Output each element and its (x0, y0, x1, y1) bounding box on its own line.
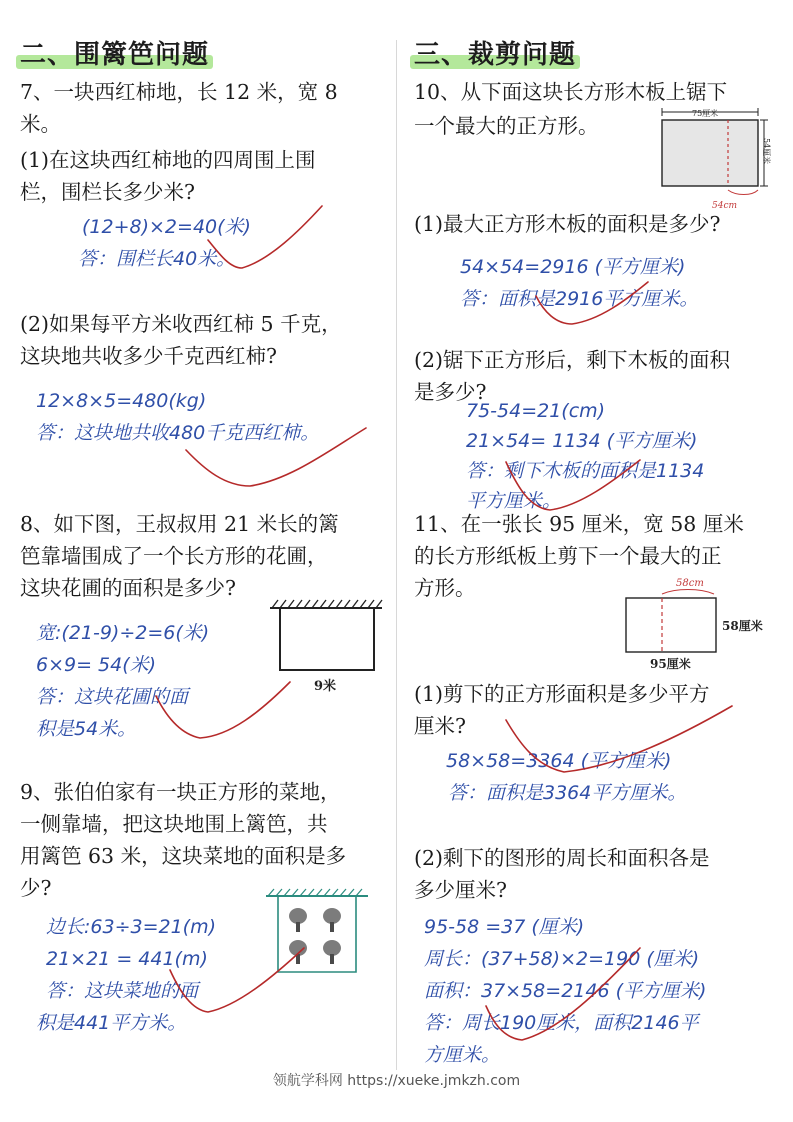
q9-text-line1: 9、张伯伯家有一块正方形的菜地， (20, 780, 341, 804)
q10-figure-hand-label: 54cm (712, 201, 738, 211)
q9-text-line4: 少? (20, 876, 52, 900)
q7-part1-line2: 栏，围栏长多少米? (20, 180, 195, 204)
q10-part1-answer-calc: 54×54=2916 (平方厘米) (460, 256, 686, 278)
check-mark (500, 700, 740, 790)
q10-wood-board-figure (656, 104, 776, 214)
check-mark (180, 420, 380, 500)
q11-text-line2: 的长方形纸板上剪下一个最大的正 (414, 544, 722, 568)
q9-answer-line1: 答：这块菜地的面 (46, 980, 199, 1002)
q7-part1-answer-calc: (12+8)×2=40(米) (82, 216, 251, 238)
page-footer: 领航学科网 https://xueke.jmkzh.com (272, 1073, 521, 1089)
q11-part1-answer-calc: 58×58=3364 (平方厘米) (446, 750, 672, 772)
q10-figure-side-label: 54厘米 (762, 138, 771, 165)
q8-text-line2: 笆靠墙围成了一个长方形的花圃， (20, 544, 328, 568)
column-divider (396, 40, 397, 1070)
check-mark (200, 200, 330, 280)
q11-text-line1: 11、在一张长 95 厘米，宽 58 厘米 (414, 512, 744, 536)
q9-text-line2: 一侧靠墙，把这块地围上篱笆，共 (20, 812, 328, 836)
section-title-fence: 二、围篱笆问题 (20, 34, 209, 71)
q11-part1-line2: 厘米? (414, 714, 466, 738)
q8-answer-line1: 答：这块花圃的面 (36, 686, 189, 708)
q7-part1-answer: 答：围栏长40米。 (78, 248, 236, 270)
q8-answer-area: 6×9= 54(米) (36, 654, 157, 676)
q10-text-line2: 一个最大的正方形。 (414, 114, 599, 138)
q7-part2-answer-calc: 12×8×5=480(kg) (36, 390, 207, 412)
q10-part1-question: (1)最大正方形木板的面积是多少? (414, 212, 721, 236)
q11-figure-side-label: 58厘米 (722, 619, 763, 633)
q11-part2-answer-line1: 答：周长190厘米，面积2146平 (424, 1012, 699, 1034)
q11-part2-answer-perimeter: 周长：(37+58)×2=190 (厘米) (424, 948, 700, 970)
q11-part2-line2: 多少厘米? (414, 878, 507, 902)
q9-answer-line2: 积是441平方米。 (36, 1012, 187, 1034)
q9-answer-side: 边长:63÷3=21(m) (46, 916, 217, 938)
q9-answer-area: 21×21 = 441(m) (46, 948, 208, 970)
q11-part2-answer-area: 面积：37×58=2146 (平方厘米) (424, 980, 707, 1002)
section-title-cutting: 三、裁剪问题 (414, 34, 576, 71)
q7-part1-line1: (1)在这块西红柿地的四周围上围 (20, 148, 316, 172)
q11-part1-answer: 答：面积是3364平方厘米。 (448, 782, 687, 804)
q10-part2-line1: (2)锯下正方形后，剩下木板的面积 (414, 348, 731, 372)
q10-text-line1: 10、从下面这块长方形木板上锯下 (414, 80, 728, 104)
q11-part1-line1: (1)剪下的正方形面积是多少平方 (414, 682, 710, 706)
q10-figure-top-label: 75厘米 (692, 109, 719, 118)
check-mark (150, 672, 300, 752)
q10-part1-answer: 答：面积是2916平方厘米。 (460, 288, 699, 310)
q11-part2-answer-length: 95-58 =37 (厘米) (424, 916, 585, 938)
q11-text-line3: 方形。 (414, 576, 476, 600)
q7-part2-line1: (2)如果每平方米收西红柿 5 千克， (20, 312, 342, 336)
q11-figure-bottom-label: 95厘米 (650, 657, 691, 671)
q10-part2-answer-area: 21×54= 1134 (平方厘米) (466, 430, 698, 452)
q11-figure-hand-label: 58cm (676, 578, 704, 589)
q8-figure-label: 9米 (314, 679, 337, 694)
q8-text-line1: 8、如下图，王叔叔用 21 米长的篱 (20, 512, 339, 536)
q10-part2-line2: 是多少? (414, 380, 487, 404)
q9-text-line3: 用篱笆 63 米，这块菜地的面积是多 (20, 844, 347, 868)
q10-part2-answer-line1: 答：剩下木板的面积是1134 (466, 460, 705, 482)
q8-answer-width: 宽:(21-9)÷2=6(米) (36, 622, 210, 644)
q8-text-line3: 这块花圃的面积是多少? (20, 576, 236, 600)
q10-part2-answer-line2: 平方厘米。 (466, 490, 562, 512)
q10-part2-answer-width: 75-54=21(cm) (466, 400, 606, 422)
check-mark (530, 276, 660, 336)
q11-cardboard-figure (620, 574, 790, 674)
check-mark (164, 936, 314, 1026)
check-mark (480, 940, 650, 1050)
q8-answer-line2: 积是54米。 (36, 718, 137, 740)
q7-part2-line2: 这块地共收多少千克西红柿? (20, 344, 277, 368)
q11-part2-line1: (2)剩下的图形的周长和面积各是 (414, 846, 710, 870)
q11-part2-answer-line2: 方厘米。 (424, 1044, 501, 1066)
q7-text-line2: 米。 (20, 112, 61, 136)
q7-text-line1: 7、一块西红柿地，长 12 米，宽 8 (20, 80, 338, 104)
q7-part2-answer: 答：这块地共收480千克西红柿。 (36, 422, 320, 444)
